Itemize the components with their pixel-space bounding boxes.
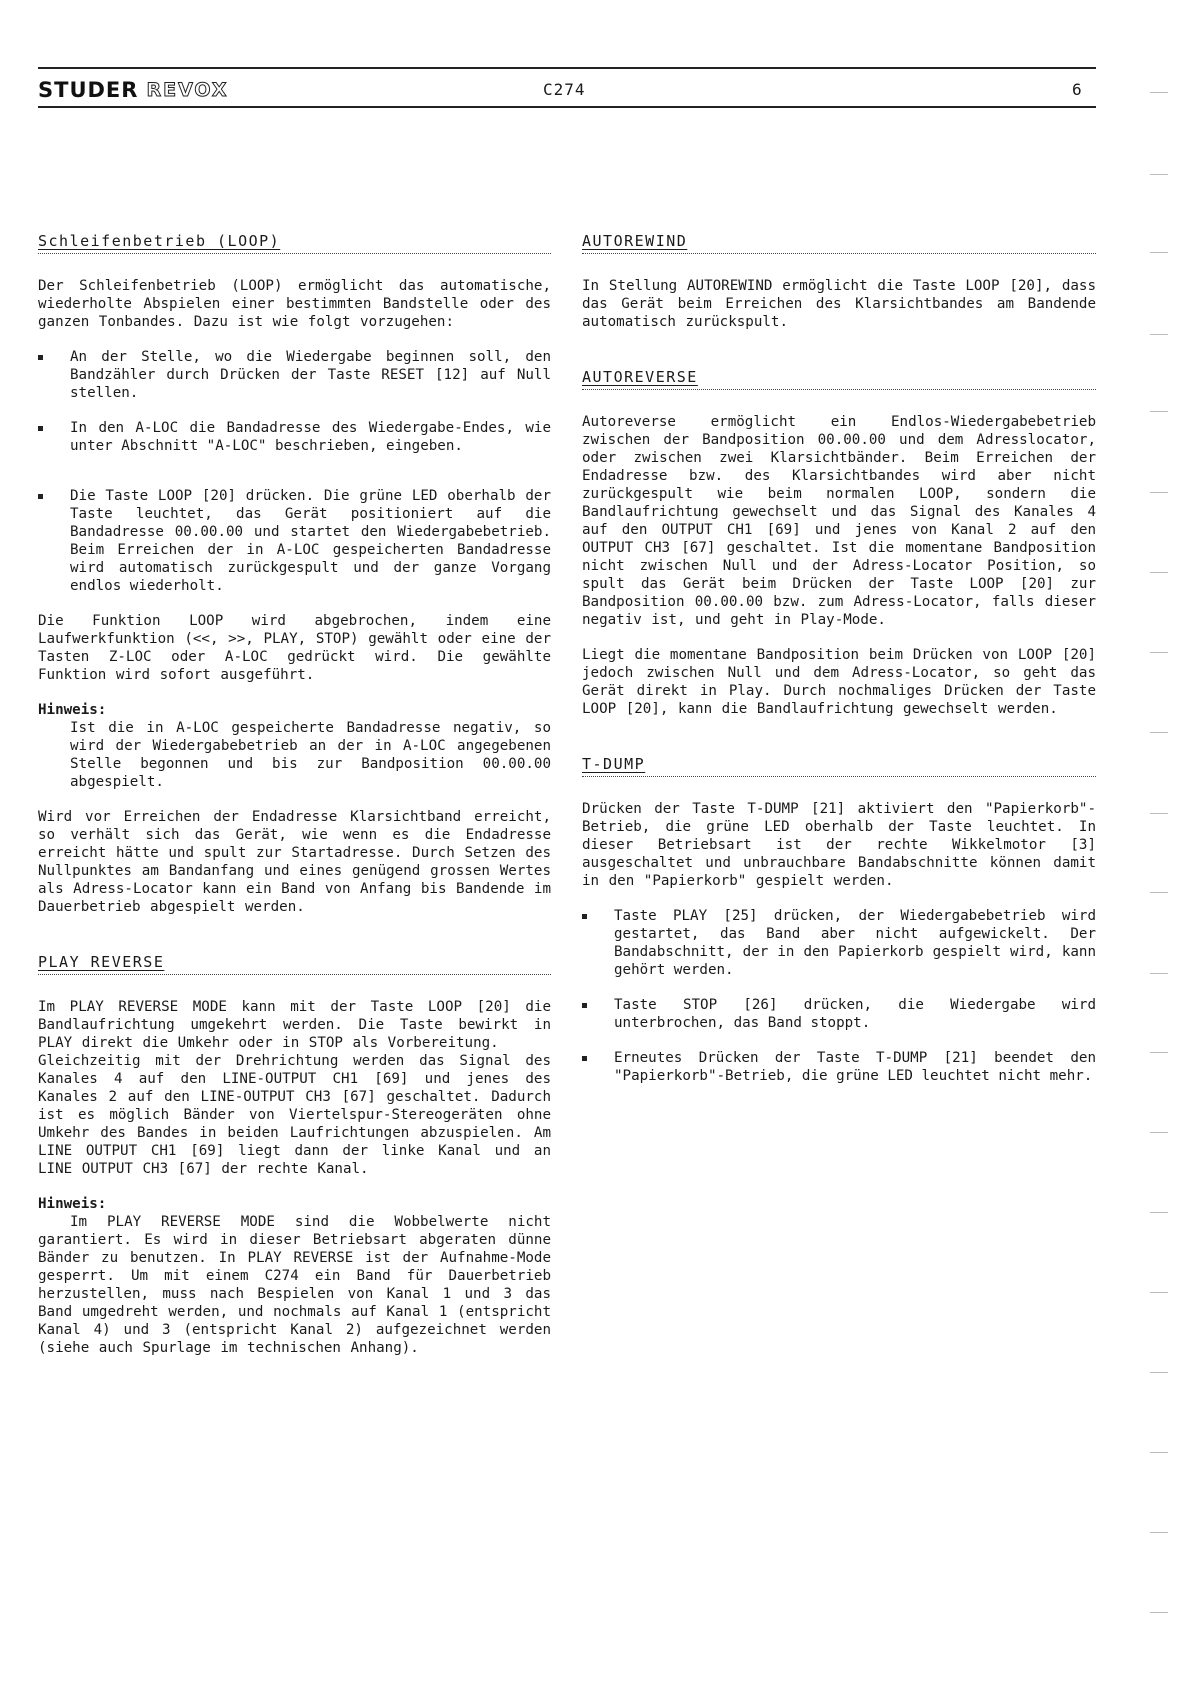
- margin-marks: [1150, 80, 1170, 1660]
- autoreverse-p1: Autoreverse ermöglicht ein Endlos-Wiedergabebetrieb zwischen der Bandposition 00.00.00 und dem Adresslocator, oder zwischen zwei Klarsichtbänder. Beim Erreichen der Endadresse bzw. des Klarsichtbandes wird aber nicht zurückgespult wie beim normalen LOOP, sondern die Bandlaufrichtung gewechselt und das Signal des Kanales 4 auf den OUTPUT CH1 [69] und jenes von Kanal 2 auf den OUTPUT CH3 [67] geschaltet. Ist die momentane Bandposition nicht zwischen Null und der Adress-Locator Position, so spult das Gerät beim Drücken der Taste LOOP [20] zur Bandposition 00.00.00 bzw. zum Adress-Locator, falls dieser negativ ist, und geht in Play-Mode.: [582, 414, 1096, 628]
- page-number: 6: [1072, 80, 1082, 99]
- left-column: [38, 232, 551, 1374]
- autorewind-p1: In Stellung AUTOREWIND ermöglicht die Taste LOOP [20], dass das Gerät beim Erreichen des Klarsichtbandes am Bandende automatisch zurückspult.: [582, 278, 1096, 330]
- list-item: Taste STOP [26] drücken, die Wiedergabe wird unterbrochen, das Band stoppt.: [614, 997, 1096, 1031]
- list-item: An der Stelle, wo die Wiedergabe beginnen soll, den Bandzähler durch Drücken der Taste RESET [12] auf Null stellen.: [70, 349, 551, 401]
- brand-studer: STUDER: [38, 78, 139, 102]
- reverse-p1: Im PLAY REVERSE MODE kann mit der Taste LOOP [20] die Bandlaufrichtung umgekehrt werden. Die Taste bewirkt in PLAY direkt die Umkehr oder in STOP als Vorbereitung.: [38, 999, 551, 1051]
- section-heading-loop: Schleifenbetrieb (LOOP): [38, 232, 551, 254]
- note-body: Ist die in A-LOC gespeicherte Bandadresse negativ, so wird der Wiedergabebetrieb an der in A-LOC angegebenen Stelle begonnen und bis zur Bandposition 00.00.00 abgespielt.: [70, 720, 551, 790]
- brand-revox: REVOX: [146, 79, 229, 101]
- loop-steps: [38, 348, 551, 595]
- header-top-rule: [38, 67, 1096, 69]
- list-item: In den A-LOC die Bandadresse des Wiedergabe-Endes, wie unter Abschnitt "A-LOC" beschrieben, eingeben.: [70, 420, 551, 454]
- section-heading-t-dump: T-DUMP: [582, 755, 1096, 777]
- section-heading-play-reverse: PLAY REVERSE: [38, 953, 551, 975]
- list-item: Die Taste LOOP [20] drücken. Die grüne LED oberhalb der Taste leuchtet, das Gerät positioniert auf die Bandadresse 00.00.00 und startet den Wiedergabebetrieb. Beim Erreichen der in A-LOC gespeicherten Bandadresse wird automatisch zurückgespult und der ganze Vorgang endlos wiederholt.: [70, 488, 551, 594]
- header-bottom-rule: [38, 106, 1096, 108]
- note-body: Im PLAY REVERSE MODE sind die Wobbelwerte nicht garantiert. Es wird in dieser Betriebsart abgeraten dünne Bänder zu benutzen. In PLAY REVERSE ist der Aufnahme-Mode gesperrt. Um mit einem C274 ein Band für Dauerbetrieb herzustellen, muss nach Bespielen von Kanal 1 und 3 das Band umgedreht werden, und nochmals auf Kanal 1 (entspricht Kanal 4) und 3 (entspricht Kanal 2) aufgezeichnet werden (siehe auch Spurlage im technischen Anhang).: [38, 1214, 551, 1356]
- list-item: Erneutes Drücken der Taste T-DUMP [21] beendet den "Papierkorb"-Betrieb, die grüne LED leuchtet nicht mehr.: [614, 1050, 1096, 1084]
- reverse-p2: Gleichzeitig mit der Drehrichtung werden das Signal des Kanales 4 auf den LINE-OUTPUT CH1 [69] und jenes des Kanales 2 auf den LINE-OUTPUT CH3 [67] geschaltet. Dadurch ist es möglich Bänder von Viertelspur-Stereogeräten ohne Umkehr des Bandes in beiden Laufrichtungen abzuspielen. Am LINE OUTPUT CH1 [69] liegt dann der linke Kanal und an LINE OUTPUT CH3 [67] der rechte Kanal.: [38, 1053, 551, 1177]
- note-title: Hinweis:: [38, 702, 107, 718]
- tdump-p1: Drücken der Taste T-DUMP [21] aktiviert den "Papierkorb"-Betrieb, die grüne LED oberhalb der Taste leuchtet. In dieser Betriebsart ist der rechte Wikkelmotor [3] ausgeschaltet und unbrauchbare Bandabschnitte können damit in den "Papierkorb" gespielt werden.: [582, 801, 1096, 889]
- right-column: [582, 232, 1096, 1102]
- autoreverse-p2: Liegt die momentane Bandposition beim Drücken von LOOP [20] jedoch zwischen Null und dem Adress-Locator, so geht das Gerät direkt in Play. Durch nochmaliges Drücken der Taste LOOP [20], kann die Bandlaufrichtung gewechselt werden.: [582, 647, 1096, 717]
- loop-intro: Der Schleifenbetrieb (LOOP) ermöglicht das automatische, wiederholte Abspielen einer bestimmten Bandstelle oder des ganzen Tonbandes. Dazu ist wie folgt vorzugehen:: [38, 278, 551, 330]
- list-item: Taste PLAY [25] drücken, der Wiedergabebetrieb wird gestartet, das Band aber nicht aufgewickelt. Der Bandabschnitt, der in den Papierkorb gespielt wird, kann gehört werden.: [614, 908, 1096, 978]
- note-title: Hinweis:: [38, 1196, 107, 1212]
- section-heading-autoreverse: AUTOREVERSE: [582, 368, 1096, 390]
- section-heading-autorewind: AUTOREWIND: [582, 232, 1096, 254]
- brand-logo: [38, 76, 229, 104]
- tdump-steps: [582, 907, 1096, 1085]
- model-number: C274: [543, 80, 586, 99]
- loop-abort: Die Funktion LOOP wird abgebrochen, indem eine Laufwerkfunktion (<<, >>, PLAY, STOP) gewählt oder eine der Tasten Z-LOC oder A-LOC gedrückt wird. Die gewählte Funktion wird sofort ausgeführt.: [38, 613, 551, 683]
- loop-end: Wird vor Erreichen der Endadresse Klarsichtband erreicht, so verhält sich das Gerät, wie wenn es die Endadresse erreicht hätte und spult zur Startadresse. Durch Setzen des Nullpunktes am Bandanfang und eines genügend grossen Wertes als Adress-Locator kann ein Band von Anfang bis Bandende im Dauerbetrieb abgespielt werden.: [38, 809, 551, 915]
